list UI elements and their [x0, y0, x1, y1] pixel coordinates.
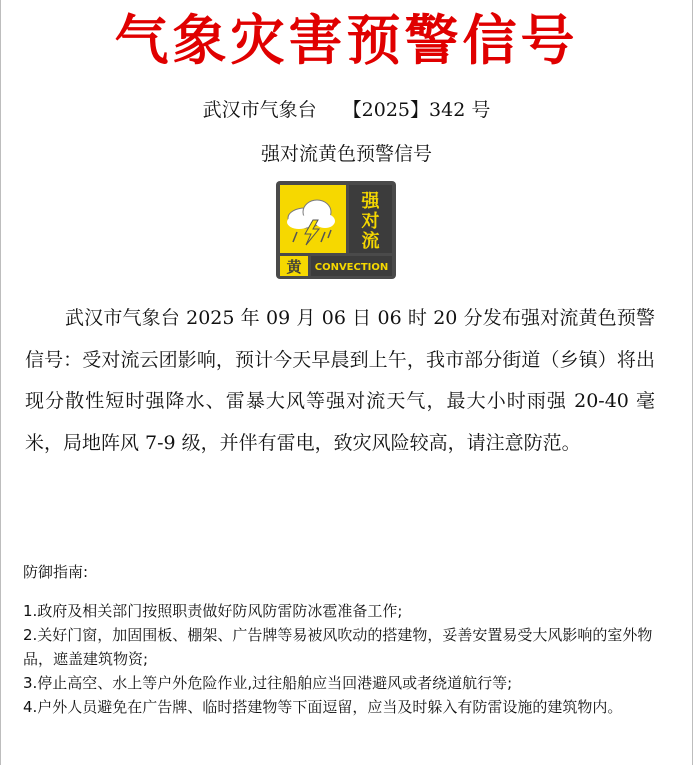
defense-guide-title: 防御指南: [23, 563, 89, 581]
page-title: 气象灾害预警信号 [114, 8, 579, 72]
guide-item: 4.户外人员避免在广告牌、临时搭建物等下面逗留，应当及时躲入有防雷设施的建筑物内。 [23, 698, 623, 716]
warning-announcement: 武汉市气象台 2025 年 09 月 06 日 06 时 20 分发布强对流黄色预警信号：受对流云团影响，预计今天早晨到上午，我市部分街道（乡镇）将出现分散性短时强降水、雷暴大风等强对流天气，最大小时雨强 20-40 毫米，局地阵风 7-9 级，并伴有雷电，致灾风险较高，请注意防范。 [25, 307, 655, 454]
issuance-line [1, 96, 692, 124]
badge-char-3: 流 [361, 231, 380, 252]
badge-char-2: 对 [361, 211, 380, 232]
guide-item: 1.政府及相关部门按照职责做好防风防雷防冰雹准备工作; [23, 602, 403, 620]
badge-level: 黄 [286, 258, 302, 276]
agency-name: 武汉市气象台 [202, 99, 317, 121]
guide-item: 2.关好门窗，加固围板、棚架、广告牌等易被风吹动的搭建物，妥善安置易受大风影响的室外物品，遮盖建筑物资; [23, 626, 653, 668]
badge-char-1: 强 [361, 191, 380, 212]
defense-guide-list [23, 599, 673, 719]
signal-name: 强对流黄色预警信号 [260, 143, 432, 165]
document-number: 【2025】342 号 [342, 99, 491, 121]
guide-item: 3.停止高空、水上等户外危险作业,过往船舶应当回港避风或者绕道航行等; [23, 674, 513, 692]
yellow-convection-warning-badge [275, 180, 397, 280]
badge-label: CONVECTION [314, 262, 389, 273]
